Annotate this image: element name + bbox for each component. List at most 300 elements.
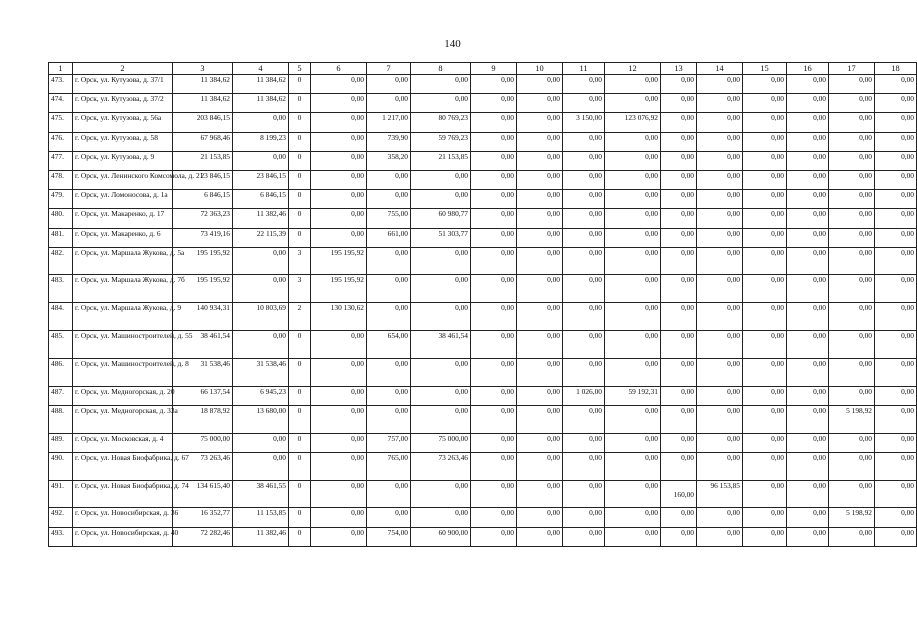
value-cell-col-6: 0,00 <box>311 228 367 247</box>
value-cell-col-13: 0,00 <box>661 94 697 113</box>
value-cell-col-12: 0,00 <box>605 228 661 247</box>
row-number: 488. <box>49 405 73 433</box>
value-cell-col-16: 0,00 <box>787 151 829 170</box>
value-cell-col-11: 0,00 <box>563 247 605 275</box>
value-cell-col-7: 0,00 <box>367 508 411 527</box>
value-cell-col-7: 0,00 <box>367 94 411 113</box>
row-number: 476. <box>49 132 73 151</box>
value-cell-col-8: 0,00 <box>411 480 471 508</box>
value-cell-col-14: 0,00 <box>697 75 743 94</box>
value-cell-col-17: 5 198,92 <box>829 508 875 527</box>
value-cell-col-11: 0,00 <box>563 170 605 189</box>
value-cell-col-18: 0,00 <box>875 331 917 359</box>
address-cell: г. Орск, ул. Московская, д. 4 <box>73 433 173 452</box>
value-cell-col-4: 0,00 <box>233 331 289 359</box>
value-cell-col-9: 0,00 <box>471 209 517 228</box>
value-cell-col-3: 195 195,92 <box>173 275 233 303</box>
value-cell-col-18: 0,00 <box>875 480 917 508</box>
value-cell-col-8: 0,00 <box>411 358 471 386</box>
value-cell-col-12: 0,00 <box>605 331 661 359</box>
value-cell-col-17: 5 198,92 <box>829 405 875 433</box>
value-cell-col-18: 0,00 <box>875 405 917 433</box>
value-cell-col-7: 754,00 <box>367 527 411 546</box>
value-cell-col-18: 0,00 <box>875 132 917 151</box>
value-cell-col-15: 0,00 <box>743 452 787 480</box>
value-cell-col-6: 130 130,62 <box>311 303 367 331</box>
value-cell-col-13: 0,00 <box>661 209 697 228</box>
value-cell-col-5: 0 <box>289 113 311 132</box>
value-cell-col-14: 0,00 <box>697 433 743 452</box>
value-cell-col-3: 18 878,92 <box>173 405 233 433</box>
value-cell-col-13: 0,00 <box>661 190 697 209</box>
value-cell-col-16: 0,00 <box>787 303 829 331</box>
value-cell-col-4: 0,00 <box>233 151 289 170</box>
column-header-3: 3 <box>173 63 233 75</box>
register-table <box>48 62 917 547</box>
value-cell-col-17: 0,00 <box>829 190 875 209</box>
value-cell-col-12: 123 076,92 <box>605 113 661 132</box>
address-cell: г. Орск, ул. Новая Биофабрика, д. 74 <box>73 480 173 508</box>
value-cell-col-18: 0,00 <box>875 170 917 189</box>
value-cell-col-17: 0,00 <box>829 386 875 405</box>
value-cell-col-7: 0,00 <box>367 75 411 94</box>
value-cell-col-5: 0 <box>289 94 311 113</box>
value-cell-col-13: 0,00 <box>661 508 697 527</box>
address-cell: г. Орск, ул. Медногорская, д. 20 <box>73 386 173 405</box>
value-cell-col-17: 0,00 <box>829 151 875 170</box>
value-cell-col-12: 0,00 <box>605 405 661 433</box>
column-header-17: 17 <box>829 63 875 75</box>
value-cell-col-4: 0,00 <box>233 247 289 275</box>
value-cell-col-7: 0,00 <box>367 190 411 209</box>
value-cell-col-7: 0,00 <box>367 480 411 508</box>
value-cell-col-11: 0,00 <box>563 452 605 480</box>
value-cell-col-12: 0,00 <box>605 132 661 151</box>
value-cell-col-10: 0,00 <box>517 151 563 170</box>
value-cell-col-12: 0,00 <box>605 247 661 275</box>
row-number: 492. <box>49 508 73 527</box>
value-cell-col-6: 0,00 <box>311 331 367 359</box>
row-number: 475. <box>49 113 73 132</box>
value-cell-col-8: 0,00 <box>411 508 471 527</box>
value-cell-col-8: 60 900,00 <box>411 527 471 546</box>
table-row <box>49 452 917 480</box>
value-cell-col-12: 0,00 <box>605 527 661 546</box>
value-cell-col-15: 0,00 <box>743 190 787 209</box>
address-cell: г. Орск, ул. Машиностроителей, д. 55 <box>73 331 173 359</box>
value-cell-col-17: 0,00 <box>829 358 875 386</box>
value-cell-col-16: 0,00 <box>787 386 829 405</box>
column-header-10: 10 <box>517 63 563 75</box>
value-cell-col-18: 0,00 <box>875 75 917 94</box>
value-cell-col-6: 0,00 <box>311 190 367 209</box>
value-cell-col-4: 6 846,15 <box>233 190 289 209</box>
value-cell-col-17: 0,00 <box>829 275 875 303</box>
table-row <box>49 275 917 303</box>
value-cell-col-8: 0,00 <box>411 303 471 331</box>
value-cell-col-8: 0,00 <box>411 94 471 113</box>
value-cell-col-13: 0,00 <box>661 228 697 247</box>
value-cell-col-14: 0,00 <box>697 190 743 209</box>
value-cell-col-6: 0,00 <box>311 75 367 94</box>
value-cell-col-4: 0,00 <box>233 452 289 480</box>
table-row <box>49 228 917 247</box>
value-cell-col-10: 0,00 <box>517 275 563 303</box>
value-cell-col-17: 0,00 <box>829 94 875 113</box>
row-number: 473. <box>49 75 73 94</box>
value-cell-col-4: 10 803,69 <box>233 303 289 331</box>
value-cell-col-15: 0,00 <box>743 331 787 359</box>
value-cell-col-3: 72 363,23 <box>173 209 233 228</box>
value-cell-col-13: 0,00 <box>661 452 697 480</box>
value-cell-col-17: 0,00 <box>829 331 875 359</box>
value-cell-col-9: 0,00 <box>471 433 517 452</box>
value-cell-col-3: 11 384,62 <box>173 75 233 94</box>
column-header-15: 15 <box>743 63 787 75</box>
value-cell-col-16: 0,00 <box>787 190 829 209</box>
value-cell-col-5: 0 <box>289 228 311 247</box>
value-cell-col-7: 739,90 <box>367 132 411 151</box>
value-cell-col-4: 13 680,00 <box>233 405 289 433</box>
value-cell-col-5: 2 <box>289 303 311 331</box>
value-cell-col-10: 0,00 <box>517 94 563 113</box>
value-cell-col-14: 0,00 <box>697 113 743 132</box>
value-cell-col-3: 31 538,46 <box>173 358 233 386</box>
address-cell: г. Орск, ул. Ломоносова, д. 1а <box>73 190 173 209</box>
value-cell-col-7: 0,00 <box>367 358 411 386</box>
table-row <box>49 527 917 546</box>
value-cell-col-13: 0,00 <box>661 303 697 331</box>
value-cell-col-16: 0,00 <box>787 527 829 546</box>
column-header-8: 8 <box>411 63 471 75</box>
value-cell-col-6: 0,00 <box>311 405 367 433</box>
value-cell-col-11: 0,00 <box>563 331 605 359</box>
value-cell-col-9: 0,00 <box>471 358 517 386</box>
table-row <box>49 508 917 527</box>
table-row <box>49 151 917 170</box>
value-cell-col-6: 0,00 <box>311 132 367 151</box>
value-cell-col-8: 80 769,23 <box>411 113 471 132</box>
value-cell-col-9: 0,00 <box>471 151 517 170</box>
column-header-4: 4 <box>233 63 289 75</box>
value-cell-col-3: 73 263,46 <box>173 452 233 480</box>
row-number: 485. <box>49 331 73 359</box>
value-cell-col-6: 0,00 <box>311 151 367 170</box>
table-row <box>49 331 917 359</box>
value-cell-col-9: 0,00 <box>471 75 517 94</box>
value-cell-col-7: 0,00 <box>367 303 411 331</box>
value-cell-col-15: 0,00 <box>743 94 787 113</box>
value-cell-col-6: 0,00 <box>311 113 367 132</box>
value-cell-col-8: 73 263,46 <box>411 452 471 480</box>
value-cell-col-10: 0,00 <box>517 228 563 247</box>
value-cell-col-6: 0,00 <box>311 94 367 113</box>
value-cell-col-11: 0,00 <box>563 480 605 508</box>
value-cell-col-14: 0,00 <box>697 209 743 228</box>
value-cell-col-4: 38 461,55 <box>233 480 289 508</box>
value-cell-col-5: 0 <box>289 209 311 228</box>
value-cell-col-3: 75 000,00 <box>173 433 233 452</box>
value-cell-col-9: 0,00 <box>471 113 517 132</box>
value-cell-col-9: 0,00 <box>471 508 517 527</box>
value-cell-col-3: 195 195,92 <box>173 247 233 275</box>
value-cell-col-13: 0,00 <box>661 358 697 386</box>
value-cell-col-12: 0,00 <box>605 275 661 303</box>
value-cell-col-18: 0,00 <box>875 386 917 405</box>
value-cell-col-4: 11 382,46 <box>233 209 289 228</box>
value-cell-col-3: 203 846,15 <box>173 113 233 132</box>
value-cell-col-8: 0,00 <box>411 405 471 433</box>
column-header-16: 16 <box>787 63 829 75</box>
value-cell-col-4: 11 382,46 <box>233 527 289 546</box>
value-cell-col-17: 0,00 <box>829 75 875 94</box>
address-cell: г. Орск, ул. Кутузова, д. 37/2 <box>73 94 173 113</box>
value-cell-col-15: 0,00 <box>743 358 787 386</box>
value-cell-col-11: 3 150,00 <box>563 113 605 132</box>
value-cell-col-15: 0,00 <box>743 113 787 132</box>
value-cell-col-11: 0,00 <box>563 508 605 527</box>
value-cell-col-4: 11 384,62 <box>233 94 289 113</box>
value-cell-col-16: 0,00 <box>787 113 829 132</box>
value-cell-col-5: 0 <box>289 405 311 433</box>
value-cell-col-7: 358,20 <box>367 151 411 170</box>
value-cell-col-16: 0,00 <box>787 358 829 386</box>
column-header-12: 12 <box>605 63 661 75</box>
value-cell-col-14: 0,00 <box>697 508 743 527</box>
value-cell-col-3: 67 968,46 <box>173 132 233 151</box>
table-row <box>49 303 917 331</box>
value-cell-col-3: 73 419,16 <box>173 228 233 247</box>
table-row <box>49 405 917 433</box>
value-cell-col-13: 0,00 <box>661 405 697 433</box>
value-cell-col-12: 0,00 <box>605 480 661 508</box>
table-row <box>49 480 917 508</box>
row-number: 491. <box>49 480 73 508</box>
value-cell-col-12: 0,00 <box>605 190 661 209</box>
value-cell-col-17: 0,00 <box>829 228 875 247</box>
value-cell-col-12: 0,00 <box>605 358 661 386</box>
value-cell-col-14: 0,00 <box>697 358 743 386</box>
value-cell-col-18: 0,00 <box>875 358 917 386</box>
value-cell-col-17: 0,00 <box>829 433 875 452</box>
value-cell-col-6: 0,00 <box>311 480 367 508</box>
value-cell-col-13: 0,00 <box>661 170 697 189</box>
header-row <box>49 63 917 75</box>
value-cell-col-14: 0,00 <box>697 303 743 331</box>
value-cell-col-12: 0,00 <box>605 209 661 228</box>
value-cell-col-13: 0,00 <box>661 331 697 359</box>
value-cell-col-12: 0,00 <box>605 508 661 527</box>
value-cell-col-10: 0,00 <box>517 209 563 228</box>
table-row <box>49 170 917 189</box>
value-cell-col-7: 661,00 <box>367 228 411 247</box>
value-cell-col-10: 0,00 <box>517 386 563 405</box>
value-cell-col-16: 0,00 <box>787 170 829 189</box>
row-number: 484. <box>49 303 73 331</box>
value-cell-col-10: 0,00 <box>517 405 563 433</box>
value-cell-col-15: 0,00 <box>743 132 787 151</box>
column-header-18: 18 <box>875 63 917 75</box>
table-row <box>49 113 917 132</box>
row-number: 489. <box>49 433 73 452</box>
value-cell-col-18: 0,00 <box>875 527 917 546</box>
value-cell-col-5: 0 <box>289 452 311 480</box>
value-cell-col-10: 0,00 <box>517 113 563 132</box>
value-cell-col-17: 0,00 <box>829 132 875 151</box>
table-row <box>49 75 917 94</box>
value-cell-col-9: 0,00 <box>471 527 517 546</box>
value-cell-col-17: 0,00 <box>829 480 875 508</box>
value-cell-col-8: 0,00 <box>411 386 471 405</box>
table-row <box>49 386 917 405</box>
value-cell-col-17: 0,00 <box>829 303 875 331</box>
value-cell-col-11: 0,00 <box>563 94 605 113</box>
value-cell-col-18: 0,00 <box>875 247 917 275</box>
column-header-2: 2 <box>73 63 173 75</box>
value-cell-col-3: 21 153,85 <box>173 151 233 170</box>
value-cell-col-4: 0,00 <box>233 275 289 303</box>
address-cell: г. Орск, ул. Машиностроителей, д. 8 <box>73 358 173 386</box>
value-cell-col-8: 0,00 <box>411 247 471 275</box>
value-cell-col-12: 0,00 <box>605 75 661 94</box>
value-cell-col-13: 0,00 <box>661 151 697 170</box>
value-cell-col-16: 0,00 <box>787 275 829 303</box>
value-cell-col-18: 0,00 <box>875 94 917 113</box>
value-cell-col-8: 0,00 <box>411 275 471 303</box>
row-number: 493. <box>49 527 73 546</box>
value-cell-col-7: 0,00 <box>367 247 411 275</box>
value-cell-col-4: 8 199,23 <box>233 132 289 151</box>
value-cell-col-16: 0,00 <box>787 433 829 452</box>
value-cell-col-11: 1 026,00 <box>563 386 605 405</box>
value-cell-col-11: 0,00 <box>563 275 605 303</box>
value-cell-col-18: 0,00 <box>875 209 917 228</box>
row-number: 474. <box>49 94 73 113</box>
value-cell-col-5: 0 <box>289 170 311 189</box>
value-cell-col-5: 0 <box>289 75 311 94</box>
value-cell-col-17: 0,00 <box>829 209 875 228</box>
table-row <box>49 190 917 209</box>
value-cell-col-10: 0,00 <box>517 75 563 94</box>
value-cell-col-7: 757,00 <box>367 433 411 452</box>
value-cell-col-8: 0,00 <box>411 190 471 209</box>
value-cell-col-11: 0,00 <box>563 433 605 452</box>
value-cell-col-16: 0,00 <box>787 508 829 527</box>
column-header-7: 7 <box>367 63 411 75</box>
value-text: 160,00 <box>673 489 694 499</box>
table-row <box>49 209 917 228</box>
value-cell-col-16: 0,00 <box>787 247 829 275</box>
value-cell-col-6: 0,00 <box>311 209 367 228</box>
row-number: 481. <box>49 228 73 247</box>
value-cell-col-13: 0,00 <box>661 75 697 94</box>
value-cell-col-15: 0,00 <box>743 228 787 247</box>
row-number: 478. <box>49 170 73 189</box>
value-cell-col-13: 0,00 <box>661 132 697 151</box>
value-cell-col-13: 0,00 <box>661 433 697 452</box>
value-cell-col-13: 0,00 <box>661 247 697 275</box>
value-cell-col-6: 0,00 <box>311 508 367 527</box>
value-cell-col-11: 0,00 <box>563 405 605 433</box>
value-cell-col-16: 0,00 <box>787 132 829 151</box>
value-cell-col-13: 0,00 <box>661 113 697 132</box>
value-cell-col-4: 31 538,46 <box>233 358 289 386</box>
value-cell-col-12: 0,00 <box>605 170 661 189</box>
address-cell: г. Орск, ул. Новая Биофабрика, д. 67 <box>73 452 173 480</box>
value-cell-col-18: 0,00 <box>875 303 917 331</box>
value-cell-col-18: 0,00 <box>875 508 917 527</box>
address-cell: г. Орск, ул. Макаренко, д. 17 <box>73 209 173 228</box>
value-cell-col-17: 0,00 <box>829 527 875 546</box>
value-cell-col-14: 0,00 <box>697 228 743 247</box>
value-cell-col-16: 0,00 <box>787 405 829 433</box>
value-cell-col-18: 0,00 <box>875 275 917 303</box>
value-cell-col-3: 11 384,62 <box>173 94 233 113</box>
value-cell-col-4: 6 945,23 <box>233 386 289 405</box>
value-cell-col-3: 72 282,46 <box>173 527 233 546</box>
value-cell-col-4: 22 115,39 <box>233 228 289 247</box>
value-cell-col-5: 0 <box>289 151 311 170</box>
value-cell-col-15: 0,00 <box>743 527 787 546</box>
value-cell-col-14: 0,00 <box>697 247 743 275</box>
value-cell-col-10: 0,00 <box>517 480 563 508</box>
value-cell-col-7: 0,00 <box>367 275 411 303</box>
value-cell-col-11: 0,00 <box>563 209 605 228</box>
value-cell-col-10: 0,00 <box>517 303 563 331</box>
value-cell-col-16: 0,00 <box>787 75 829 94</box>
row-number: 490. <box>49 452 73 480</box>
column-header-6: 6 <box>311 63 367 75</box>
value-cell-col-15: 0,00 <box>743 275 787 303</box>
value-cell-col-13: 0,00 <box>661 275 697 303</box>
value-cell-col-10: 0,00 <box>517 190 563 209</box>
address-cell: г. Орск, ул. Маршала Жукова, д. 9 <box>73 303 173 331</box>
value-cell-col-7: 755,00 <box>367 209 411 228</box>
value-cell-col-5: 0 <box>289 508 311 527</box>
value-cell-col-7: 0,00 <box>367 405 411 433</box>
value-cell-col-9: 0,00 <box>471 331 517 359</box>
value-cell-col-13: 0,00 <box>661 386 697 405</box>
value-cell-col-9: 0,00 <box>471 405 517 433</box>
address-cell: г. Орск, ул. Кутузова, д. 37/1 <box>73 75 173 94</box>
value-cell-col-3: 6 846,15 <box>173 190 233 209</box>
value-cell-col-15: 0,00 <box>743 508 787 527</box>
value-cell-col-3: 140 934,31 <box>173 303 233 331</box>
value-cell-col-10: 0,00 <box>517 508 563 527</box>
value-cell-col-16: 0,00 <box>787 94 829 113</box>
value-cell-col-6: 0,00 <box>311 452 367 480</box>
value-cell-col-5: 0 <box>289 132 311 151</box>
value-cell-col-10: 0,00 <box>517 331 563 359</box>
address-cell: г. Орск, ул. Новосибирская, д. 40 <box>73 527 173 546</box>
value-cell-col-9: 0,00 <box>471 190 517 209</box>
value-cell-col-4: 23 846,15 <box>233 170 289 189</box>
value-cell-col-6: 195 195,92 <box>311 275 367 303</box>
value-cell-col-8: 60 980,77 <box>411 209 471 228</box>
address-cell: г. Орск, ул. Кутузова, д. 56а <box>73 113 173 132</box>
value-cell-col-9: 0,00 <box>471 452 517 480</box>
value-cell-col-9: 0,00 <box>471 170 517 189</box>
value-cell-col-10: 0,00 <box>517 527 563 546</box>
value-cell-col-16: 0,00 <box>787 331 829 359</box>
value-cell-col-5: 0 <box>289 358 311 386</box>
value-cell-col-9: 0,00 <box>471 228 517 247</box>
value-cell-col-4: 0,00 <box>233 433 289 452</box>
value-cell-col-14: 0,00 <box>697 527 743 546</box>
value-cell-col-10: 0,00 <box>517 358 563 386</box>
value-cell-col-14: 0,00 <box>697 275 743 303</box>
row-number: 483. <box>49 275 73 303</box>
